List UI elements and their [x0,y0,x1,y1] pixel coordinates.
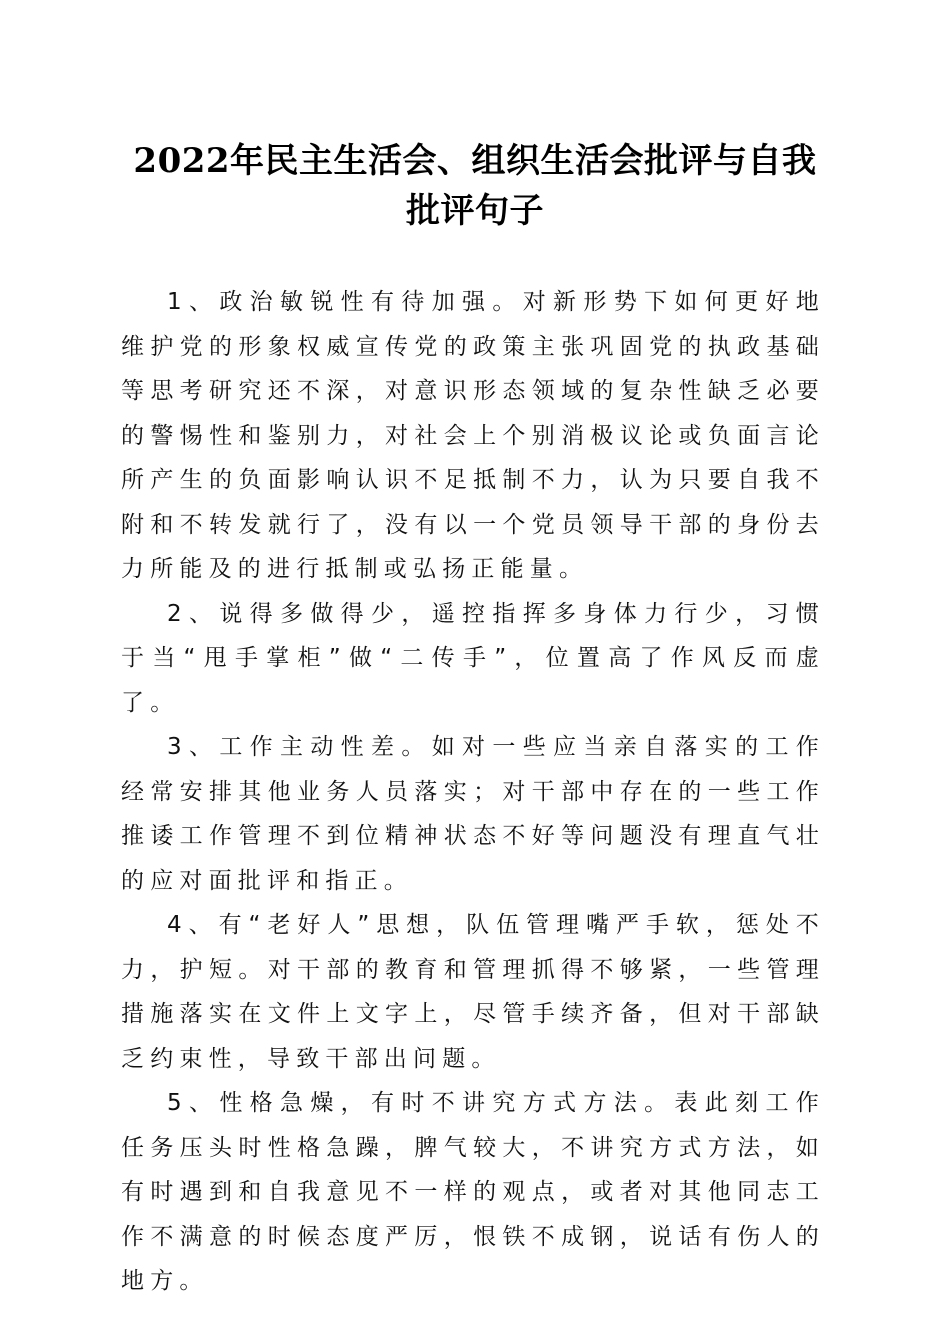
paragraph-5: 5、性格急燥，有时不讲究方式方法。表此刻工作任务压头时性格急躁，脾气较大，不讲究方式方法，如有时遇到和自我意见不一样的观点，或者对其他同志工作不满意的时候态度严厉，恨铁不成钢，说话有伤人的地方。 [121,1090,825,1294]
document-title: 2022年民主生活会、组织生活会批评与自我批评句子 [133,141,817,231]
paragraph-3: 3、工作主动性差。如对一些应当亲自落实的工作经常安排其他业务人员落实；对干部中存在的一些工作推诿工作管理不到位精神状态不好等问题没有理直气壮的应对面批评和指正。 [121,734,825,894]
paragraph-2: 2、说得多做得少，遥控指挥多身体力行少，习惯于当“甩手掌柜”做“二传手”，位置高了作风反而虚了。 [121,600,825,716]
document-body [121,280,825,1304]
paragraph-1: 1、政治敏锐性有待加强。对新形势下如何更好地维护党的形象权威宣传党的政策主张巩固党的执政基础等思考研究还不深，对意识形态领域的复杂性缺乏必要的警惕性和鉴别力，对社会上个别消极议论或负面言论所产生的负面影响认识不足抵制不力，认为只要自我不附和不转发就行了，没有以一个党员领导干部的身份去力所能及的进行抵制或弘扬正能量。 [121,289,825,582]
paragraph-4: 4、有“老好人”思想，队伍管理嘴严手软，惩处不力，护短。对干部的教育和管理抓得不够紧，一些管理措施落实在文件上文字上，尽管手续齐备，但对干部缺乏约束性，导致干部出问题。 [121,912,825,1072]
